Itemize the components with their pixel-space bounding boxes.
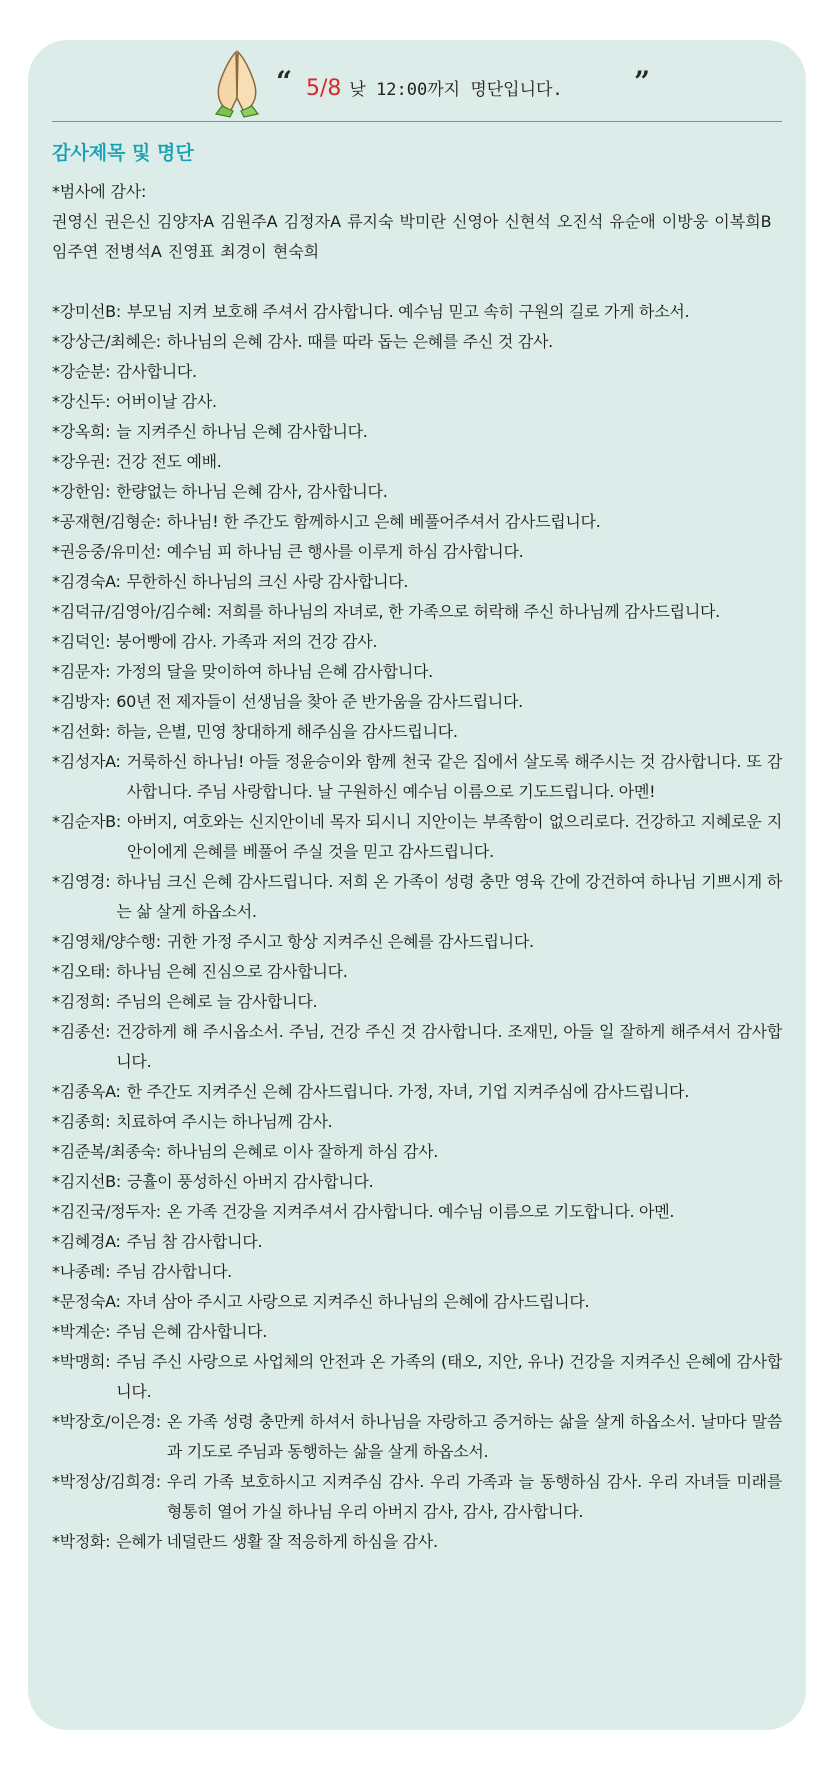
notice-header bbox=[28, 40, 806, 122]
entry-message: 치료하여 주시는 하나님께 감사. bbox=[116, 1112, 333, 1131]
entry-name: *김진국/정두자: bbox=[52, 1202, 161, 1221]
entry-name: *강우권: bbox=[52, 452, 111, 471]
entry-message: 거룩하신 하나님! 아들 정윤승이와 함께 천국 같은 집에서 살도록 해주시는 것 감사합니다. 또 감사합니다. 주님 사랑합니다. 날 구원하신 예수님 이름으로 기도드립니다. 아멘! bbox=[126, 752, 782, 801]
prayer-card bbox=[28, 40, 806, 1730]
entry-name: *김경숙A: bbox=[52, 572, 121, 591]
thanks-entry bbox=[52, 867, 782, 927]
entry-message: 주님 참 감사합니다. bbox=[126, 1232, 263, 1251]
thanks-entry bbox=[52, 987, 782, 1017]
entry-name: *박맹희: bbox=[52, 1352, 111, 1371]
entry-message: 은혜가 네덜란드 생활 잘 적응하게 하심을 감사. bbox=[116, 1532, 438, 1551]
thanks-entry bbox=[52, 1257, 782, 1287]
thanks-entry bbox=[52, 447, 782, 477]
entry-name: *김오태: bbox=[52, 962, 111, 981]
entry-name: *박정상/김희경: bbox=[52, 1472, 161, 1491]
thanks-entry bbox=[52, 1167, 782, 1197]
entry-message: 하나님 은혜 진심으로 감사합니다. bbox=[116, 962, 348, 981]
thanks-entry bbox=[52, 1227, 782, 1257]
entry-name: *강미선B: bbox=[52, 302, 121, 321]
thanks-entry bbox=[52, 627, 782, 657]
entry-message: 한 주간도 지켜주신 은혜 감사드립니다. 가정, 자녀, 기업 지켜주심에 감사드립니다. bbox=[126, 1082, 689, 1101]
thanks-entry bbox=[52, 387, 782, 417]
entry-message: 주님의 은혜로 늘 감사합니다. bbox=[116, 992, 318, 1011]
entry-message: 주님 감사합니다. bbox=[116, 1262, 232, 1281]
entry-message: 부모님 지켜 보호해 주셔서 감사합니다. 예수님 믿고 속히 구원의 길로 가게 하소서. bbox=[126, 302, 690, 321]
entry-name: *문정숙A: bbox=[52, 1292, 121, 1311]
thanks-entry bbox=[52, 477, 782, 507]
entry-name: *김종희: bbox=[52, 1112, 111, 1131]
section-title: 감사제목 및 명단 bbox=[52, 142, 194, 164]
thanks-entry bbox=[52, 927, 782, 957]
entry-message: 붕어빵에 감사. 가족과 저의 건강 감사. bbox=[116, 632, 378, 651]
entry-message: 하나님 크신 은혜 감사드립니다. 저희 온 가족이 성령 충만 영육 간에 강건하여 하나님 기쁘시게 하는 삶 살게 하옵소서. bbox=[116, 872, 782, 921]
thanks-entry bbox=[52, 747, 782, 807]
thanks-entry bbox=[52, 327, 782, 357]
thanks-entry bbox=[52, 1407, 782, 1467]
praying-hands-icon bbox=[206, 48, 268, 118]
entry-name: *강순분: bbox=[52, 362, 111, 381]
entry-name: *김혜경A: bbox=[52, 1232, 121, 1251]
entry-message: 주님 주신 사랑으로 사업체의 안전과 온 가족의 (태오, 지안, 유나) 건강을 지켜주신 은혜에 감사합니다. bbox=[116, 1352, 782, 1401]
thanks-entry bbox=[52, 1197, 782, 1227]
notice-text: 낮 12:00까지 명단입니다. bbox=[349, 80, 563, 100]
thanks-entry bbox=[52, 507, 782, 537]
entry-name: *김정희: bbox=[52, 992, 111, 1011]
notice-date: 5/8 bbox=[306, 76, 342, 101]
entry-message: 온 가족 성령 충만케 하셔서 하나님을 자랑하고 증거하는 삶을 살게 하옵소서. 날마다 말씀과 기도로 주님과 동행하는 삶을 살게 하옵소서. bbox=[166, 1412, 782, 1461]
thanks-entry bbox=[52, 957, 782, 987]
entry-message: 아버지, 여호와는 신지안이네 목자 되시니 지안이는 부족함이 없으리로다. 건강하고 지혜로운 지안이에게 은혜를 베풀어 주실 것을 믿고 감사드립니다. bbox=[126, 812, 782, 861]
thanks-entry bbox=[52, 657, 782, 687]
entry-message: 긍휼이 풍성하신 아버지 감사합니다. bbox=[126, 1172, 374, 1191]
entry-name: *김순자B: bbox=[52, 812, 121, 831]
entry-message: 우리 가족 보호하시고 지켜주심 감사. 우리 가족과 늘 동행하심 감사. 우리 자녀들 미래를 형통히 열어 가실 하나님 우리 아버지 감사, 감사, 감사합니다. bbox=[166, 1472, 782, 1521]
header-divider bbox=[52, 121, 782, 122]
entry-message: 가정의 달을 맞이하여 하나님 은혜 감사합니다. bbox=[116, 662, 433, 681]
entry-message: 건강 전도 예배. bbox=[116, 452, 222, 471]
thanks-entry bbox=[52, 1317, 782, 1347]
thanks-entry bbox=[52, 1287, 782, 1317]
entry-message: 무한하신 하나님의 크신 사랑 감사합니다. bbox=[126, 572, 409, 591]
entry-name: *김영경: bbox=[52, 872, 111, 891]
entry-message: 주님 은혜 감사합니다. bbox=[116, 1322, 268, 1341]
entry-name: *김선화: bbox=[52, 722, 111, 741]
thanks-entry bbox=[52, 1107, 782, 1137]
thanks-entry bbox=[52, 807, 782, 867]
entry-message: 귀한 가정 주시고 항상 지켜주신 은혜를 감사드립니다. bbox=[166, 932, 534, 951]
entry-message: 예수님 피 하나님 큰 행사를 이루게 하심 감사합니다. bbox=[166, 542, 524, 561]
entry-name: *김종옥A: bbox=[52, 1082, 121, 1101]
entry-name: *공재현/김형순: bbox=[52, 512, 161, 531]
entry-message: 늘 지켜주신 하나님 은혜 감사합니다. bbox=[116, 422, 368, 441]
entry-name: *김준복/최종숙: bbox=[52, 1142, 161, 1161]
thanks-entry bbox=[52, 1527, 782, 1557]
group-label: *범사에 감사: bbox=[52, 182, 147, 201]
entry-name: *김영채/양수행: bbox=[52, 932, 161, 951]
entry-message: 60년 전 제자들이 선생님을 찾아 준 반가움을 감사드립니다. bbox=[116, 692, 523, 711]
entry-message: 감사합니다. bbox=[116, 362, 197, 381]
entry-message: 건강하게 해 주시옵소서. 주님, 건강 주신 것 감사합니다. 조재민, 아들 일 잘하게 해주셔서 감사합니다. bbox=[116, 1022, 782, 1071]
close-quote-mark: ” bbox=[634, 65, 651, 98]
entry-name: *김덕규/김영아/김수혜: bbox=[52, 602, 212, 621]
thanks-entry bbox=[52, 297, 782, 327]
entry-name: *김지선B: bbox=[52, 1172, 121, 1191]
entry-name: *김방자: bbox=[52, 692, 111, 711]
thanks-entry bbox=[52, 717, 782, 747]
entry-message: 하나님의 은혜 감사. 때를 따라 돕는 은혜를 주신 것 감사. bbox=[166, 332, 553, 351]
entry-message: 어버이날 감사. bbox=[116, 392, 217, 411]
entry-message: 온 가족 건강을 지켜주셔서 감사합니다. 예수님 이름으로 기도합니다. 아멘. bbox=[166, 1202, 675, 1221]
thanks-entries bbox=[52, 297, 782, 1557]
entry-name: *권응중/유미선: bbox=[52, 542, 161, 561]
prayer-list bbox=[52, 138, 782, 1557]
thanks-entry bbox=[52, 537, 782, 567]
entry-name: *김성자A: bbox=[52, 752, 121, 771]
open-quote-mark: “ bbox=[276, 65, 293, 98]
names-list: 권영신 권은신 김양자A 김원주A 김정자A 류지숙 박미란 신영아 신현석 오진석 유순애 이방웅 이복희B 임주연 전병석A 진영표 최경이 현숙희 bbox=[52, 212, 772, 261]
entry-name: *박장호/이은경: bbox=[52, 1412, 161, 1431]
entry-name: *나종례: bbox=[52, 1262, 111, 1281]
entry-message: 자녀 삼아 주시고 사랑으로 지켜주신 하나님의 은혜에 감사드립니다. bbox=[126, 1292, 590, 1311]
entry-name: *박계순: bbox=[52, 1322, 111, 1341]
entry-message: 하늘, 은별, 민영 창대하게 해주심을 감사드립니다. bbox=[116, 722, 458, 741]
thanks-entry bbox=[52, 567, 782, 597]
thanks-entry bbox=[52, 357, 782, 387]
thanks-entry bbox=[52, 1347, 782, 1407]
thanks-entry bbox=[52, 1137, 782, 1167]
thanks-entry bbox=[52, 597, 782, 627]
entry-message: 한량없는 하나님 은혜 감사, 감사합니다. bbox=[116, 482, 388, 501]
entry-message: 하나님의 은혜로 이사 잘하게 하심 감사. bbox=[166, 1142, 439, 1161]
thanks-entry bbox=[52, 417, 782, 447]
entry-name: *박정화: bbox=[52, 1532, 111, 1551]
entry-name: *강상근/최혜은: bbox=[52, 332, 161, 351]
thanks-entry bbox=[52, 687, 782, 717]
thanks-entry bbox=[52, 1077, 782, 1107]
entry-name: *김덕인: bbox=[52, 632, 111, 651]
entry-name: *강신두: bbox=[52, 392, 111, 411]
thanks-entry bbox=[52, 1467, 782, 1527]
entry-name: *강옥희: bbox=[52, 422, 111, 441]
entry-message: 저희를 하나님의 자녀로, 한 가족으로 허락해 주신 하나님께 감사드립니다. bbox=[217, 602, 720, 621]
entry-name: *강한임: bbox=[52, 482, 111, 501]
deadline-notice bbox=[306, 75, 563, 101]
entry-name: *김문자: bbox=[52, 662, 111, 681]
entry-name: *김종선: bbox=[52, 1022, 111, 1041]
entry-message: 하나님! 한 주간도 함께하시고 은혜 베풀어주셔서 감사드립니다. bbox=[166, 512, 601, 531]
thanks-entry bbox=[52, 1017, 782, 1077]
